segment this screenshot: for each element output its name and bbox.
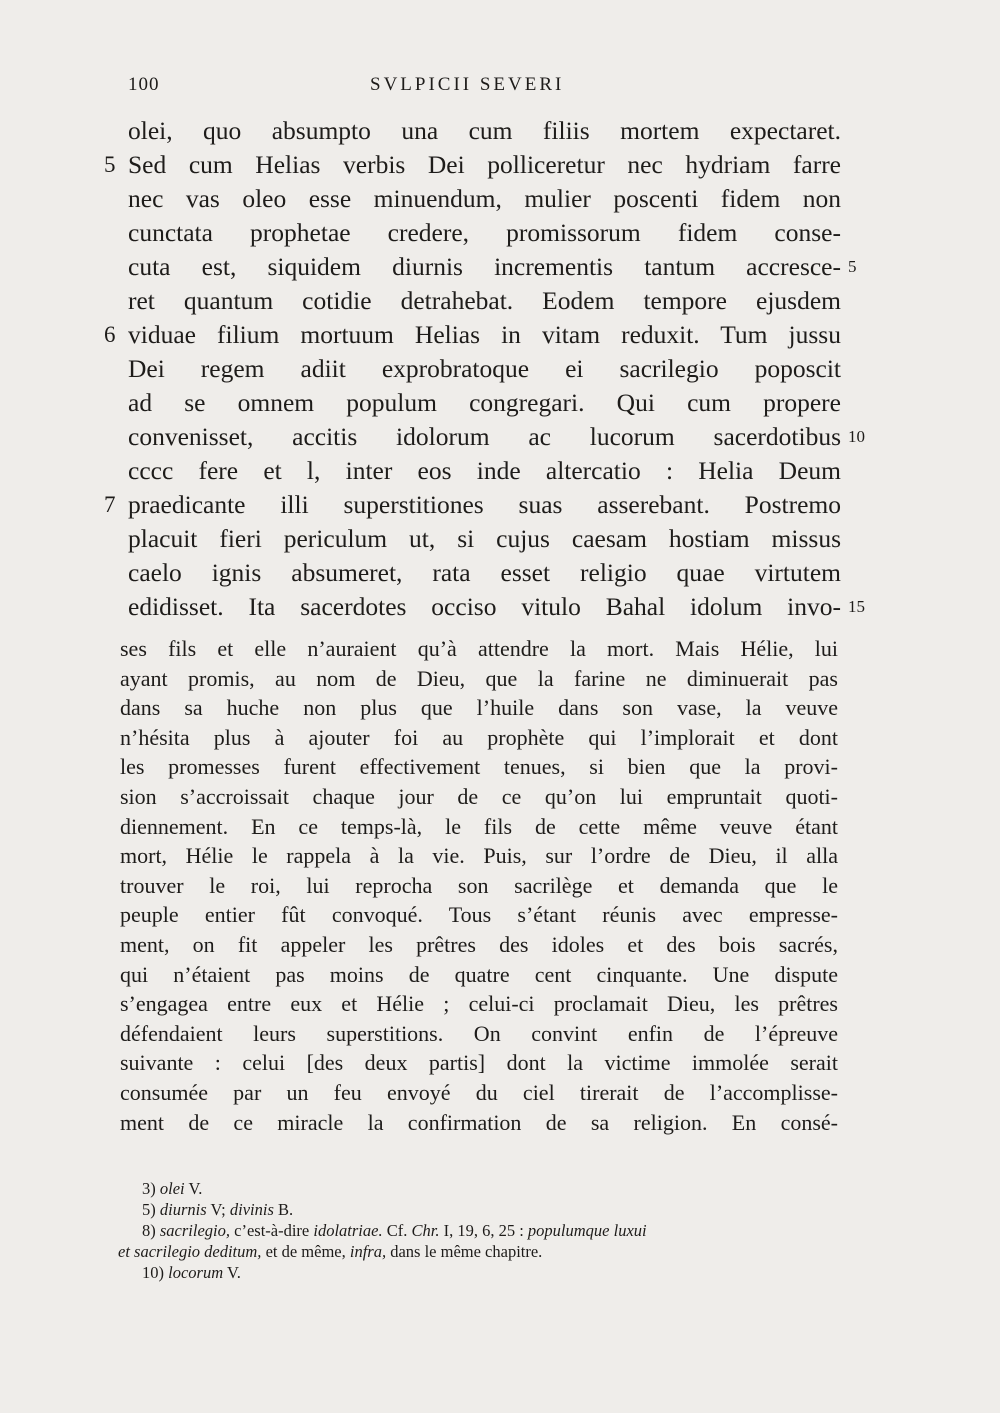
running-head (128, 74, 848, 104)
footnote-text: V; (206, 1200, 230, 1219)
section-number: 6 (104, 322, 116, 347)
latin-line (128, 216, 841, 250)
page-number: 100 (128, 74, 160, 95)
latin-line-text: cunctata prophetae credere, promissorum fidem conse- (128, 218, 841, 247)
footnote-text: Cf. (382, 1221, 412, 1240)
latin-line-text: cuta est, siquidem diurnis incrementis tantum accresce- (128, 252, 841, 281)
section-number: 5 (104, 152, 116, 177)
translation-line-text: n’hésita plus à ajouter foi au prophète qui l’implorait et dont (120, 724, 838, 750)
footnote-italic-text: diurnis (159, 1200, 207, 1219)
footnote-italic-text: populumque luxui (527, 1221, 647, 1240)
translation-line (120, 871, 838, 901)
latin-line (128, 454, 841, 488)
latin-line-text: viduae filium mortuum Helias in vitam reduxit. Tum jussu (128, 320, 841, 349)
footnote (142, 1178, 202, 1199)
footnote-italic-text: infra, (349, 1242, 387, 1261)
footnote-text: V. (184, 1179, 203, 1198)
footnote-italic-text: olei (159, 1179, 185, 1198)
translation-line (120, 752, 838, 782)
footnote-italic-text: idolatriae. (313, 1221, 383, 1240)
translation-line-text: ses fils et elle n’auraient qu’à attendre la mort. Mais Hélie, lui (120, 636, 838, 661)
latin-line-text: ad se omnem populum congregari. Qui cum propere (128, 388, 841, 417)
latin-line (128, 556, 841, 590)
footnote (118, 1241, 542, 1262)
translation-line-text: consumée par un feu envoyé du ciel tirerait de l’accomplisse- (120, 1080, 838, 1105)
latin-line (128, 318, 841, 352)
translation-line-text: les promesses furent effectivement tenues, si bien que la provi- (120, 754, 838, 780)
margin-line-number: 5 (848, 257, 857, 276)
translation-line (120, 634, 838, 664)
translation-line-text: défendaient leurs superstitions. On convint enfin de l’épreuve (120, 1020, 838, 1046)
translation-line-text: ment, on fit appeler les prêtres des idoles et des bois sacrés, (120, 932, 838, 957)
latin-line (128, 148, 841, 182)
translation-line (120, 900, 838, 930)
translation-line (120, 1048, 838, 1078)
translation-line-text: s’engagea entre eux et Hélie ; celui-ci proclamait Dieu, les prêtres (120, 991, 838, 1017)
translation-line-text: sion s’accroissait chaque jour de ce qu’on lui empruntait quoti- (120, 784, 838, 809)
latin-line-text: praedicante illi superstitiones suas asserebant. Postremo (128, 490, 841, 519)
footnote-number: 3) (142, 1179, 156, 1198)
latin-line-text: olei, quo absumpto una cum filiis mortem expectaret. (128, 116, 841, 145)
translation-line (120, 812, 838, 842)
footnote-number: 5) (142, 1200, 156, 1219)
translation-line (120, 930, 838, 960)
latin-line-text: placuit fieri periculum ut, si cujus caesam hostiam missus (128, 524, 841, 553)
latin-line (128, 114, 841, 148)
footnote-text: I, 19, 6, 25 : (439, 1221, 528, 1240)
footnote-number: 8) (142, 1221, 156, 1240)
translation-line-text: qui n’étaient pas moins de quatre cent cinquante. Une dispute (120, 961, 838, 987)
translation-line (120, 782, 838, 812)
translation-line-text: diennement. En ce temps-là, le fils de cette même veuve étant (120, 813, 838, 839)
latin-line-text: Dei regem adiit exprobratoque ei sacrilegio poposcit (128, 354, 841, 383)
translation-line (120, 693, 838, 723)
footnote-text: et de même, (261, 1242, 350, 1261)
latin-line-text: edidisset. Ita sacerdotes occiso vitulo Bahal idolum invo- (128, 592, 841, 621)
translation-line (120, 1108, 838, 1138)
footnote (142, 1262, 241, 1283)
footnote-number: 10) (142, 1263, 164, 1282)
latin-line-text: ret quantum cotidie detrahebat. Eodem tempore ejusdem (128, 286, 841, 315)
footnote-italic-text: et sacrilegio deditum, (118, 1242, 262, 1261)
translation-line (120, 1019, 838, 1049)
footnote-italic-text: sacrilegio, (159, 1221, 230, 1240)
footnote-italic-text: locorum (168, 1263, 224, 1282)
footnote-text: dans le même chapitre. (386, 1242, 543, 1261)
latin-line (128, 182, 841, 216)
latin-line-text: nec vas oleo esse minuendum, mulier poscenti fidem non (128, 184, 841, 213)
margin-line-number: 10 (848, 427, 865, 446)
margin-line-number: 15 (848, 597, 865, 616)
footnote-text: c’est-à-dire (230, 1221, 314, 1240)
footnote-text: V. (223, 1263, 241, 1282)
footnote (142, 1199, 293, 1220)
translation-line-text: ment de ce miracle la confirmation de sa religion. En consé- (120, 1109, 838, 1135)
section-number: 7 (104, 492, 116, 517)
latin-line (128, 522, 841, 556)
footnote-text: B. (273, 1200, 294, 1219)
running-title: SVLPICII SEVERI (370, 74, 565, 95)
translation-line (120, 960, 838, 990)
latin-line (128, 352, 841, 386)
translation-line-text: ayant promis, au nom de Dieu, que la farine ne diminuerait pas (120, 665, 838, 691)
footnote-italic-text: Chr. (411, 1221, 440, 1240)
latin-line (128, 284, 841, 318)
latin-line (128, 488, 841, 522)
translation-line-text: mort, Hélie le rappela à la vie. Puis, sur l’ordre de Dieu, il alla (120, 843, 838, 869)
latin-line-text: Sed cum Helias verbis Dei polliceretur nec hydriam farre (128, 150, 841, 179)
translation-line (120, 1078, 838, 1108)
footnote-italic-text: divinis (229, 1200, 274, 1219)
translation-line-text: dans sa huche non plus que l’huile dans son vase, la veuve (120, 695, 838, 721)
latin-line-text: caelo ignis absumeret, rata esset religio quae virtutem (128, 558, 841, 587)
translation-line-text: trouver le roi, lui reprocha son sacrilège et demanda que le (120, 872, 838, 898)
latin-line (128, 250, 841, 284)
translation-line-text: peuple entier fût convoqué. Tous s’étant réunis avec empresse- (120, 902, 838, 928)
latin-line-text: convenisset, accitis idolorum ac lucorum sacerdotibus (128, 422, 841, 451)
translation-line-text: suivante : celui [des deux partis] dont la victime immolée serait (120, 1050, 838, 1076)
translation-line (120, 989, 838, 1019)
translation-line (120, 841, 838, 871)
translation-line (120, 723, 838, 753)
latin-line (128, 386, 841, 420)
latin-line (128, 590, 841, 624)
latin-line (128, 420, 841, 454)
translation-line (120, 664, 838, 694)
footnote (142, 1220, 647, 1241)
latin-line-text: cccc fere et l, inter eos inde altercatio : Helia Deum (128, 456, 841, 485)
